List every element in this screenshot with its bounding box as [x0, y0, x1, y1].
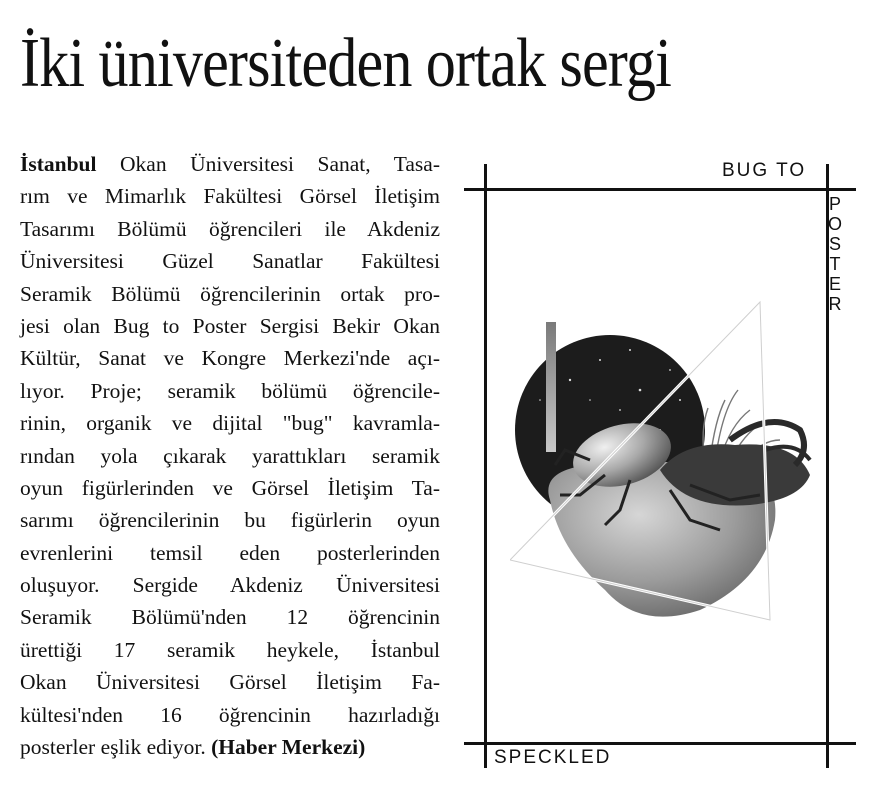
body-line: oluşuyor. Sergide Akdeniz Üniversitesi: [20, 573, 440, 598]
body-line: [20, 731, 440, 763]
poster-label-bottom: SPECKLED: [494, 747, 612, 768]
body-line: evrenlerini temsil eden posterlerinden: [20, 540, 440, 565]
gradient-bar: [546, 322, 556, 452]
body-line: rından yola çıkarak yarattıkları seramik: [20, 443, 440, 468]
body-line: oyun figürlerinden ve Görsel İletişim Ta-: [20, 475, 440, 500]
poster-label-side: POSTER: [825, 194, 845, 314]
body-line: ürettiği 17 seramik heykele, İstanbul: [20, 637, 440, 662]
dateline: İstanbul: [20, 152, 97, 176]
body-line: kültesi'nden 16 öğrencinin hazırladığı: [20, 702, 440, 727]
exhibition-poster: [460, 150, 860, 780]
poster-frame-bottom: [464, 742, 856, 745]
headline: İki üniversiteden ortak sergi: [20, 25, 672, 102]
body-line-text: posterler eşlik ediyor.: [20, 735, 212, 760]
article-body: [20, 148, 440, 763]
body-line: Üniversitesi Güzel Sanatlar Fakültesi: [20, 249, 440, 274]
body-line: lıyor. Proje; seramik bölümü öğrencile-: [20, 378, 440, 403]
body-line: Seramik Bölümü öğrencilerinin ortak pro-: [20, 281, 440, 306]
body-line: Seramik Bölümü'nden 12 öğrencinin: [20, 605, 440, 630]
body-line: Tasarımı Bölümü öğrencileri ile Akdeniz: [20, 216, 440, 241]
body-line: jesi olan Bug to Poster Sergisi Bekir Okan: [20, 313, 440, 338]
poster-frame-left: [484, 164, 487, 768]
body-line: Kültür, Sanat ve Kongre Merkezi'nde açı-: [20, 346, 440, 371]
poster-frame-top: [464, 188, 856, 191]
poster-artwork: [510, 290, 830, 670]
body-line-text: Okan Üniversitesi Sanat, Tasa-: [96, 152, 440, 176]
poster-label-top: BUG TO: [722, 160, 807, 181]
body-line: Okan Üniversitesi Görsel İletişim Fa-: [20, 670, 440, 695]
body-line: [20, 148, 440, 180]
body-line: rım ve Mimarlık Fakültesi Görsel İletişim: [20, 184, 440, 209]
body-line: sarımı öğrencilerinin bu figürlerin oyun: [20, 508, 440, 533]
byline-credit: (Haber Merkezi): [211, 735, 366, 760]
body-line: rinin, organik ve dijital "bug" kavramla-: [20, 411, 440, 436]
